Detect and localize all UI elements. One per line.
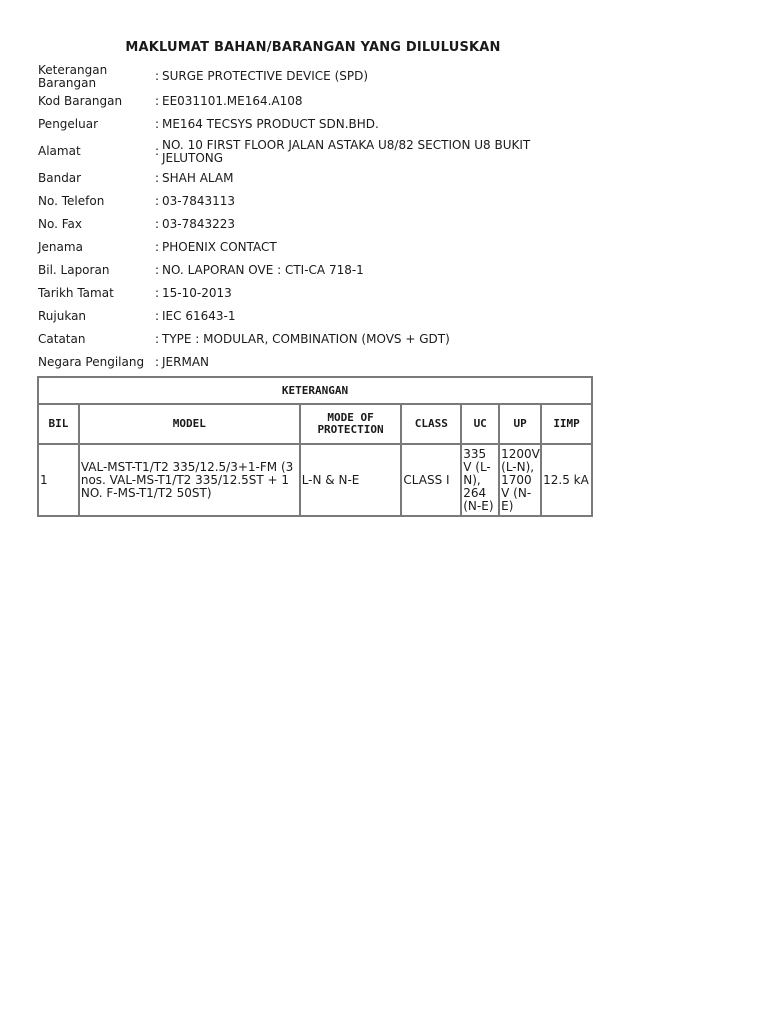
cell-up: 1200V (L-N), 1700 V (N-E) bbox=[499, 444, 541, 516]
field-value: IEC 61643-1 bbox=[162, 309, 236, 323]
field-no-telefon bbox=[38, 190, 594, 213]
cell-bil: 1 bbox=[38, 444, 79, 516]
header-up: UP bbox=[499, 404, 541, 444]
header-uc: UC bbox=[461, 404, 499, 444]
field-separator: : bbox=[155, 286, 160, 300]
header-iimp: IIMP bbox=[541, 404, 592, 444]
field-jenama bbox=[38, 236, 594, 259]
field-separator: : bbox=[155, 309, 160, 323]
field-separator: : bbox=[155, 144, 160, 158]
field-separator: : bbox=[155, 94, 160, 108]
field-value: PHOENIX CONTACT bbox=[162, 240, 277, 254]
field-tarikh-tamat bbox=[38, 282, 594, 305]
field-keterangan-barangan bbox=[38, 63, 594, 90]
field-rujukan bbox=[38, 305, 594, 328]
field-value: SURGE PROTECTIVE DEVICE (SPD) bbox=[162, 69, 369, 83]
field-separator: : bbox=[155, 355, 160, 369]
info-list bbox=[38, 63, 594, 374]
field-label: Bil. Laporan bbox=[38, 263, 110, 277]
cell-class: CLASS I bbox=[401, 444, 461, 516]
field-value: 03-7843223 bbox=[162, 217, 236, 231]
field-label: Alamat bbox=[38, 144, 81, 158]
field-negara-pengilang bbox=[38, 351, 594, 374]
field-pengeluar bbox=[38, 113, 594, 136]
field-catatan bbox=[38, 328, 594, 351]
keterangan-table bbox=[37, 376, 593, 517]
cell-mode-of-protection: L-N & N-E bbox=[300, 444, 402, 516]
field-label: Negara Pengilang bbox=[38, 355, 145, 369]
header-mode-of-protection: MODE OF PROTECTION bbox=[300, 404, 402, 444]
table-caption: KETERANGAN bbox=[38, 377, 592, 404]
field-label: Kod Barangan bbox=[38, 94, 123, 108]
field-value: ME164 TECSYS PRODUCT SDN.BHD. bbox=[162, 117, 379, 131]
field-separator: : bbox=[155, 332, 160, 346]
field-label: No. Fax bbox=[38, 217, 82, 231]
cell-uc: 335 V (L-N), 264 (N-E) bbox=[461, 444, 499, 516]
field-label: Jenama bbox=[38, 240, 83, 254]
header-class: CLASS bbox=[401, 404, 461, 444]
field-label: Keterangan Barangan bbox=[38, 62, 108, 90]
table-row bbox=[38, 444, 592, 516]
field-label: Catatan bbox=[38, 332, 86, 346]
field-value: 15-10-2013 bbox=[162, 286, 232, 300]
field-label: Bandar bbox=[38, 171, 82, 185]
field-value: NO. LAPORAN OVE : CTI-CA 718-1 bbox=[162, 263, 364, 277]
cell-iimp: 12.5 kA bbox=[541, 444, 592, 516]
header-model: MODEL bbox=[79, 404, 300, 444]
field-value: TYPE : MODULAR, COMBINATION (MOVS + GDT) bbox=[162, 332, 450, 346]
cell-model: VAL-MST-T1/T2 335/12.5/3+1-FM (3 nos. VAL-MS-T1/T2 335/12.5ST + 1 NO. F-MS-T1/T2 50ST) bbox=[79, 444, 300, 516]
field-separator: : bbox=[155, 240, 160, 254]
field-label: Pengeluar bbox=[38, 117, 99, 131]
field-value: EE031101.ME164.A108 bbox=[162, 94, 303, 108]
field-separator: : bbox=[155, 117, 160, 131]
field-value: SHAH ALAM bbox=[162, 171, 234, 185]
field-value: 03-7843113 bbox=[162, 194, 236, 208]
field-separator: : bbox=[155, 69, 160, 83]
field-label: Rujukan bbox=[38, 309, 87, 323]
field-value: JERMAN bbox=[162, 355, 209, 369]
field-bil-laporan bbox=[38, 259, 594, 282]
field-label: No. Telefon bbox=[38, 194, 105, 208]
header-bil: BIL bbox=[38, 404, 79, 444]
field-bandar bbox=[38, 167, 594, 190]
field-kod-barangan bbox=[38, 90, 594, 113]
field-separator: : bbox=[155, 263, 160, 277]
page-title: MAKLUMAT BAHAN/BARANGAN YANG DILULUSKAN bbox=[125, 40, 501, 55]
field-separator: : bbox=[155, 171, 160, 185]
field-no-fax bbox=[38, 213, 594, 236]
field-separator: : bbox=[155, 194, 160, 208]
field-alamat bbox=[38, 136, 594, 167]
field-label: Tarikh Tamat bbox=[38, 286, 114, 300]
field-separator: : bbox=[155, 217, 160, 231]
field-value: NO. 10 FIRST FLOOR JALAN ASTAKA U8/82 SECTION U8 BUKIT JELUTONG bbox=[162, 137, 531, 165]
